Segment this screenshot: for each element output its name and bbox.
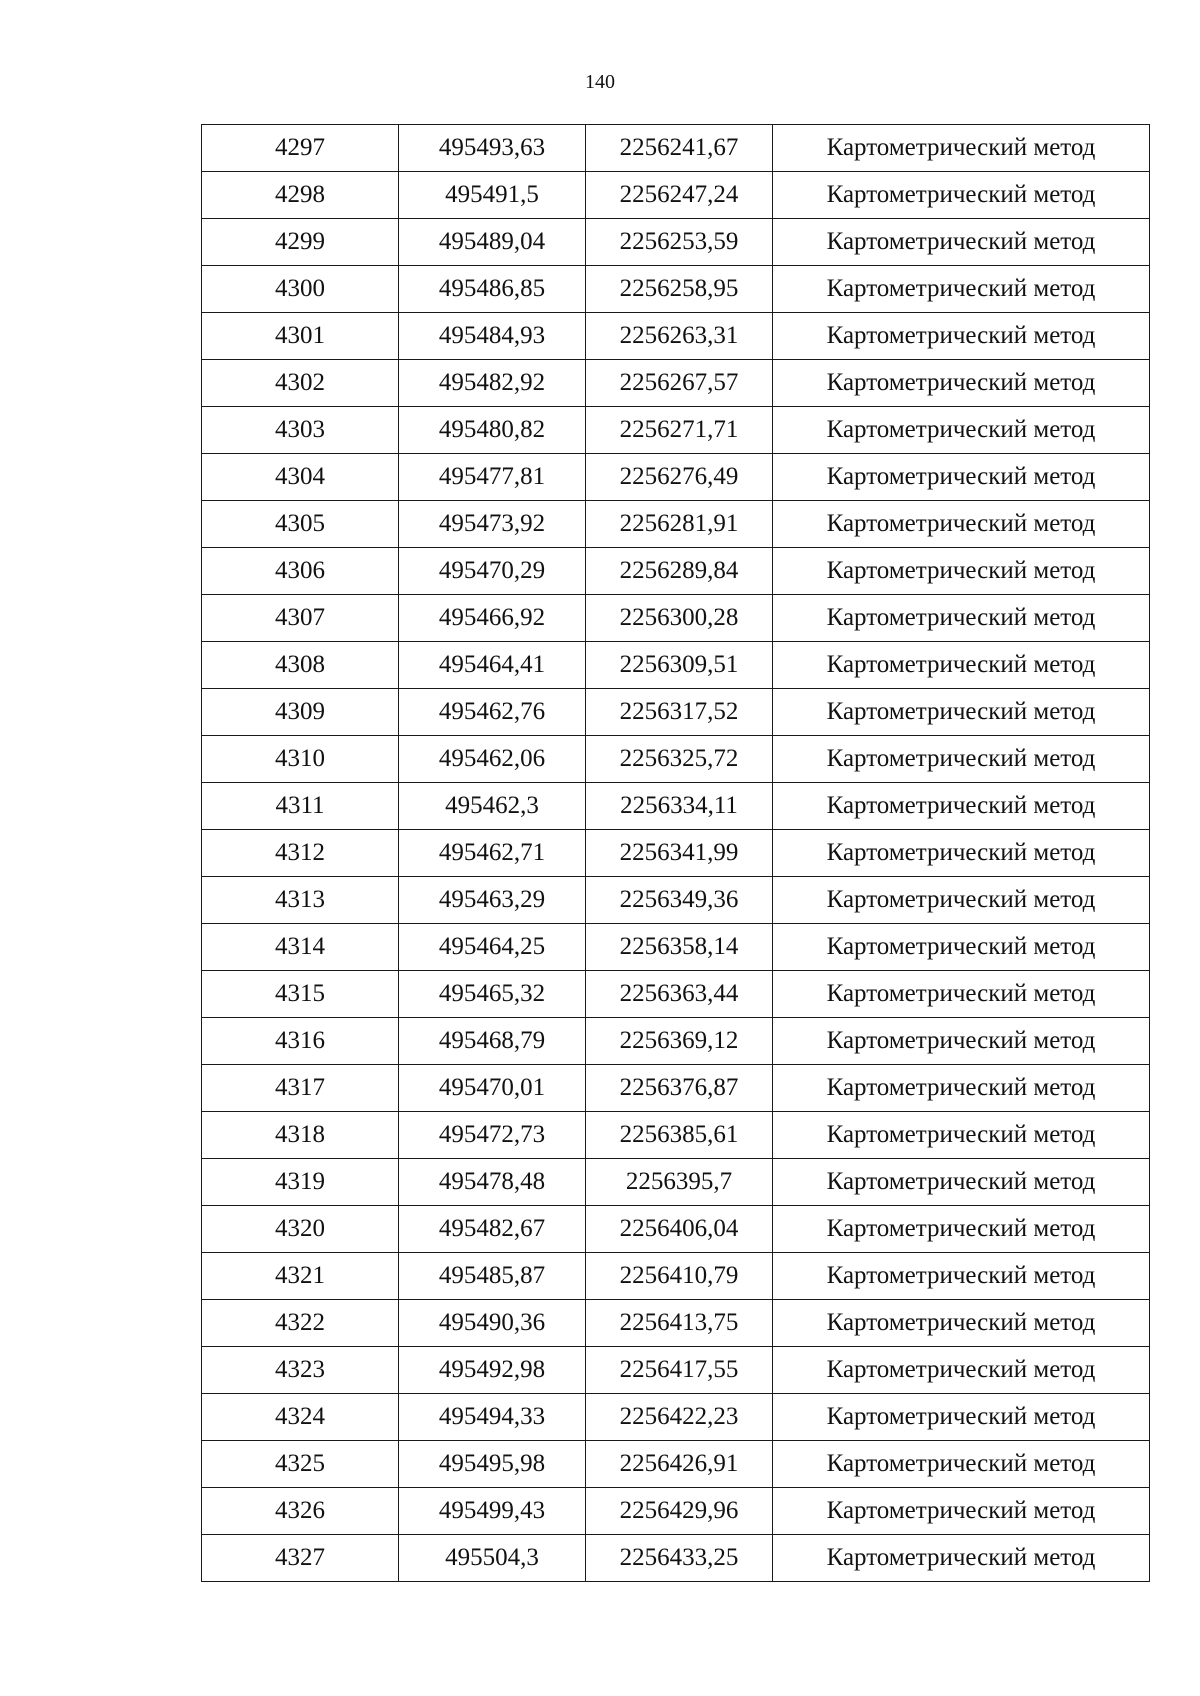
y-coordinate-cell: 2256413,75 [586, 1300, 773, 1347]
x-coordinate-cell: 495462,76 [399, 689, 586, 736]
x-coordinate-cell: 495470,01 [399, 1065, 586, 1112]
y-coordinate-cell: 2256267,57 [586, 360, 773, 407]
x-coordinate-cell: 495462,3 [399, 783, 586, 830]
method-cell: Картометрический метод [773, 313, 1150, 360]
x-coordinate-cell: 495484,93 [399, 313, 586, 360]
point-number-cell: 4318 [202, 1112, 399, 1159]
y-coordinate-cell: 2256334,11 [586, 783, 773, 830]
table-row [202, 454, 1150, 501]
x-coordinate-cell: 495462,71 [399, 830, 586, 877]
y-coordinate-cell: 2256258,95 [586, 266, 773, 313]
y-coordinate-cell: 2256358,14 [586, 924, 773, 971]
table-row [202, 219, 1150, 266]
table-row [202, 1300, 1150, 1347]
table-row [202, 924, 1150, 971]
table-row [202, 783, 1150, 830]
x-coordinate-cell: 495465,32 [399, 971, 586, 1018]
method-cell: Картометрический метод [773, 1488, 1150, 1535]
y-coordinate-cell: 2256363,44 [586, 971, 773, 1018]
method-cell: Картометрический метод [773, 360, 1150, 407]
method-cell: Картометрический метод [773, 454, 1150, 501]
method-cell: Картометрический метод [773, 1018, 1150, 1065]
y-coordinate-cell: 2256429,96 [586, 1488, 773, 1535]
y-coordinate-cell: 2256241,67 [586, 125, 773, 172]
y-coordinate-cell: 2256376,87 [586, 1065, 773, 1112]
table-row [202, 172, 1150, 219]
table-row [202, 1253, 1150, 1300]
y-coordinate-cell: 2256281,91 [586, 501, 773, 548]
table-row [202, 360, 1150, 407]
method-cell: Картометрический метод [773, 1394, 1150, 1441]
x-coordinate-cell: 495493,63 [399, 125, 586, 172]
table-row [202, 1206, 1150, 1253]
point-number-cell: 4311 [202, 783, 399, 830]
table-row [202, 1394, 1150, 1441]
y-coordinate-cell: 2256253,59 [586, 219, 773, 266]
point-number-cell: 4326 [202, 1488, 399, 1535]
x-coordinate-cell: 495504,3 [399, 1535, 586, 1582]
method-cell: Картометрический метод [773, 1535, 1150, 1582]
y-coordinate-cell: 2256410,79 [586, 1253, 773, 1300]
point-number-cell: 4312 [202, 830, 399, 877]
page-number: 140 [585, 71, 615, 93]
point-number-cell: 4307 [202, 595, 399, 642]
coordinates-table-body [202, 125, 1150, 1582]
y-coordinate-cell: 2256317,52 [586, 689, 773, 736]
y-coordinate-cell: 2256247,24 [586, 172, 773, 219]
point-number-cell: 4323 [202, 1347, 399, 1394]
y-coordinate-cell: 2256309,51 [586, 642, 773, 689]
x-coordinate-cell: 495463,29 [399, 877, 586, 924]
table-row [202, 548, 1150, 595]
table-row [202, 1347, 1150, 1394]
y-coordinate-cell: 2256289,84 [586, 548, 773, 595]
table-row [202, 1441, 1150, 1488]
table-row [202, 1159, 1150, 1206]
table-row [202, 1018, 1150, 1065]
point-number-cell: 4313 [202, 877, 399, 924]
method-cell: Картометрический метод [773, 642, 1150, 689]
method-cell: Картометрический метод [773, 172, 1150, 219]
y-coordinate-cell: 2256349,36 [586, 877, 773, 924]
method-cell: Картометрический метод [773, 971, 1150, 1018]
point-number-cell: 4316 [202, 1018, 399, 1065]
table-row [202, 595, 1150, 642]
table-row [202, 266, 1150, 313]
point-number-cell: 4309 [202, 689, 399, 736]
x-coordinate-cell: 495494,33 [399, 1394, 586, 1441]
point-number-cell: 4320 [202, 1206, 399, 1253]
x-coordinate-cell: 495482,92 [399, 360, 586, 407]
point-number-cell: 4321 [202, 1253, 399, 1300]
point-number-cell: 4299 [202, 219, 399, 266]
x-coordinate-cell: 495473,92 [399, 501, 586, 548]
table-row [202, 125, 1150, 172]
x-coordinate-cell: 495491,5 [399, 172, 586, 219]
y-coordinate-cell: 2256417,55 [586, 1347, 773, 1394]
method-cell: Картометрический метод [773, 1065, 1150, 1112]
point-number-cell: 4324 [202, 1394, 399, 1441]
x-coordinate-cell: 495495,98 [399, 1441, 586, 1488]
x-coordinate-cell: 495472,73 [399, 1112, 586, 1159]
y-coordinate-cell: 2256271,71 [586, 407, 773, 454]
table-row [202, 877, 1150, 924]
y-coordinate-cell: 2256395,7 [586, 1159, 773, 1206]
method-cell: Картометрический метод [773, 1253, 1150, 1300]
x-coordinate-cell: 495477,81 [399, 454, 586, 501]
table-row [202, 1535, 1150, 1582]
point-number-cell: 4305 [202, 501, 399, 548]
method-cell: Картометрический метод [773, 689, 1150, 736]
table-row [202, 1112, 1150, 1159]
x-coordinate-cell: 495499,43 [399, 1488, 586, 1535]
x-coordinate-cell: 495470,29 [399, 548, 586, 595]
x-coordinate-cell: 495490,36 [399, 1300, 586, 1347]
x-coordinate-cell: 495480,82 [399, 407, 586, 454]
method-cell: Картометрический метод [773, 266, 1150, 313]
table-row [202, 736, 1150, 783]
x-coordinate-cell: 495492,98 [399, 1347, 586, 1394]
point-number-cell: 4327 [202, 1535, 399, 1582]
x-coordinate-cell: 495482,67 [399, 1206, 586, 1253]
table-row [202, 830, 1150, 877]
y-coordinate-cell: 2256263,31 [586, 313, 773, 360]
x-coordinate-cell: 495478,48 [399, 1159, 586, 1206]
method-cell: Картометрический метод [773, 595, 1150, 642]
x-coordinate-cell: 495462,06 [399, 736, 586, 783]
point-number-cell: 4319 [202, 1159, 399, 1206]
y-coordinate-cell: 2256406,04 [586, 1206, 773, 1253]
point-number-cell: 4306 [202, 548, 399, 595]
x-coordinate-cell: 495485,87 [399, 1253, 586, 1300]
point-number-cell: 4298 [202, 172, 399, 219]
method-cell: Картометрический метод [773, 501, 1150, 548]
point-number-cell: 4301 [202, 313, 399, 360]
table-row [202, 1488, 1150, 1535]
point-number-cell: 4325 [202, 1441, 399, 1488]
point-number-cell: 4308 [202, 642, 399, 689]
method-cell: Картометрический метод [773, 219, 1150, 266]
point-number-cell: 4303 [202, 407, 399, 454]
point-number-cell: 4310 [202, 736, 399, 783]
method-cell: Картометрический метод [773, 1206, 1150, 1253]
method-cell: Картометрический метод [773, 1347, 1150, 1394]
method-cell: Картометрический метод [773, 1112, 1150, 1159]
table-row [202, 642, 1150, 689]
table-row [202, 689, 1150, 736]
method-cell: Картометрический метод [773, 1300, 1150, 1347]
y-coordinate-cell: 2256385,61 [586, 1112, 773, 1159]
y-coordinate-cell: 2256426,91 [586, 1441, 773, 1488]
x-coordinate-cell: 495486,85 [399, 266, 586, 313]
point-number-cell: 4300 [202, 266, 399, 313]
table-row [202, 1065, 1150, 1112]
y-coordinate-cell: 2256325,72 [586, 736, 773, 783]
table-row [202, 313, 1150, 360]
method-cell: Картометрический метод [773, 548, 1150, 595]
point-number-cell: 4302 [202, 360, 399, 407]
x-coordinate-cell: 495468,79 [399, 1018, 586, 1065]
x-coordinate-cell: 495466,92 [399, 595, 586, 642]
point-number-cell: 4304 [202, 454, 399, 501]
y-coordinate-cell: 2256369,12 [586, 1018, 773, 1065]
point-number-cell: 4317 [202, 1065, 399, 1112]
method-cell: Картометрический метод [773, 1159, 1150, 1206]
method-cell: Картометрический метод [773, 783, 1150, 830]
y-coordinate-cell: 2256433,25 [586, 1535, 773, 1582]
method-cell: Картометрический метод [773, 1441, 1150, 1488]
method-cell: Картометрический метод [773, 736, 1150, 783]
x-coordinate-cell: 495489,04 [399, 219, 586, 266]
y-coordinate-cell: 2256422,23 [586, 1394, 773, 1441]
table-row [202, 971, 1150, 1018]
method-cell: Картометрический метод [773, 830, 1150, 877]
y-coordinate-cell: 2256341,99 [586, 830, 773, 877]
x-coordinate-cell: 495464,25 [399, 924, 586, 971]
method-cell: Картометрический метод [773, 407, 1150, 454]
point-number-cell: 4315 [202, 971, 399, 1018]
method-cell: Картометрический метод [773, 924, 1150, 971]
point-number-cell: 4297 [202, 125, 399, 172]
x-coordinate-cell: 495464,41 [399, 642, 586, 689]
method-cell: Картометрический метод [773, 877, 1150, 924]
y-coordinate-cell: 2256300,28 [586, 595, 773, 642]
coordinates-table [201, 124, 1150, 1582]
table-row [202, 407, 1150, 454]
table-row [202, 501, 1150, 548]
method-cell: Картометрический метод [773, 125, 1150, 172]
point-number-cell: 4322 [202, 1300, 399, 1347]
point-number-cell: 4314 [202, 924, 399, 971]
y-coordinate-cell: 2256276,49 [586, 454, 773, 501]
